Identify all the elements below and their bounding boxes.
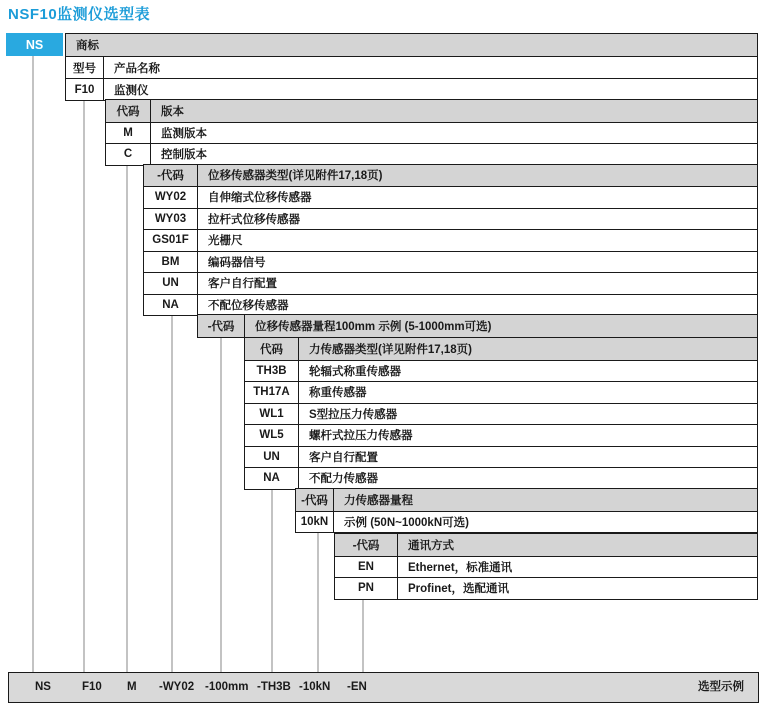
- code-cell: 代码: [106, 100, 151, 122]
- connector-line: [362, 597, 364, 672]
- connector-line: [32, 56, 34, 672]
- code-cell: UN: [144, 273, 198, 294]
- connector-line: [83, 99, 85, 672]
- description-cell: 商标: [76, 40, 99, 52]
- description-cell: 客户自行配置: [208, 278, 277, 291]
- table-row: [144, 165, 757, 187]
- table-communication: [334, 533, 758, 600]
- table-row: [144, 186, 757, 208]
- description-cell: 螺杆式拉压力传感器: [309, 430, 413, 443]
- description-cell: 监测版本: [161, 127, 207, 140]
- code-cell: EN: [335, 557, 398, 578]
- code-cell: UN: [245, 447, 299, 468]
- connector-line: [220, 337, 222, 672]
- table-trademark-model: [65, 33, 758, 101]
- table-displacement-sensor-range: [197, 314, 758, 338]
- table-row: [144, 208, 757, 230]
- table-version: [105, 99, 758, 166]
- code-cell: 代码: [245, 338, 299, 360]
- connector-line: [317, 531, 319, 672]
- description-cell: 位移传感器量程100mm 示例 (5-1000mm可选): [255, 320, 492, 333]
- table-row: [245, 381, 757, 403]
- description-cell: 称重传感器: [309, 387, 367, 400]
- code-cell: WL1: [245, 404, 299, 425]
- description-cell: 力传感器量程: [344, 494, 413, 507]
- connector-line: [171, 314, 173, 672]
- table-force-sensor-type: [244, 337, 758, 490]
- description-cell: Profinet，选配通讯: [408, 583, 509, 596]
- table-row: [296, 489, 757, 511]
- table-row: [245, 467, 757, 489]
- table-row: [245, 338, 757, 360]
- table-row: [335, 577, 757, 599]
- code-cell: GS01F: [144, 230, 198, 251]
- description-cell: 拉杆式位移传感器: [208, 213, 300, 226]
- table-row: [144, 294, 757, 316]
- description-cell: Ethernet，标准通讯: [408, 561, 513, 574]
- code-cell: F10: [66, 79, 104, 100]
- code-cell: -代码: [296, 489, 334, 511]
- example-code-en: -EN: [347, 681, 367, 693]
- code-cell: NA: [245, 468, 299, 489]
- description-cell: 位移传感器类型(详见附件17,18页): [208, 170, 383, 183]
- table-row: [66, 34, 757, 56]
- example-code-100mm: -100mm: [205, 681, 249, 693]
- code-cell: -代码: [144, 165, 198, 187]
- code-cell: M: [106, 123, 151, 144]
- description-cell: 示例 (50N~1000kN可选): [344, 516, 469, 529]
- example-code-ns: NS: [35, 681, 51, 693]
- table-row: [106, 122, 757, 144]
- example-bar: [8, 672, 759, 703]
- table-row: [66, 56, 757, 78]
- code-cell: -代码: [198, 315, 245, 337]
- example-code-m: M: [127, 681, 137, 693]
- example-code-th3b: -TH3B: [257, 681, 291, 693]
- example-label: 选型示例: [698, 681, 744, 693]
- description-cell: 自伸缩式位移传感器: [208, 192, 312, 205]
- description-cell: 产品名称: [114, 62, 160, 75]
- code-cell: -代码: [335, 534, 398, 556]
- table-row: [245, 360, 757, 382]
- description-cell: 通讯方式: [408, 539, 454, 552]
- table-row: [144, 229, 757, 251]
- description-cell: S型拉压力传感器: [309, 408, 398, 421]
- table-row: [198, 315, 757, 337]
- code-cell: C: [106, 144, 151, 165]
- table-row: [66, 78, 757, 100]
- table-row: [335, 534, 757, 556]
- description-cell: 控制版本: [161, 149, 207, 162]
- code-cell: NA: [144, 295, 198, 316]
- table-row: [144, 251, 757, 273]
- description-cell: 力传感器类型(详见附件17,18页): [309, 343, 472, 356]
- table-row: [335, 556, 757, 578]
- table-row: [106, 100, 757, 122]
- table-row: [245, 446, 757, 468]
- code-cell: PN: [335, 578, 398, 599]
- table-displacement-sensor-type: [143, 164, 758, 317]
- table-row: [245, 424, 757, 446]
- connector-line: [126, 163, 128, 672]
- example-code-10kn: -10kN: [299, 681, 331, 693]
- description-cell: 轮辐式称重传感器: [309, 365, 401, 378]
- table-force-sensor-range: [295, 488, 758, 533]
- code-cell: TH17A: [245, 382, 299, 403]
- example-code-wy02: -WY02: [159, 681, 195, 693]
- example-code-f10: F10: [82, 681, 102, 693]
- table-row: [144, 272, 757, 294]
- description-cell: 光栅尺: [208, 235, 243, 248]
- description-cell: 编码器信号: [208, 256, 266, 269]
- brand-code-box: NS: [6, 33, 63, 56]
- description-cell: 不配位移传感器: [208, 299, 289, 312]
- code-cell: BM: [144, 252, 198, 273]
- page-title: NSF10监测仪选型表: [8, 6, 151, 23]
- code-cell: WL5: [245, 425, 299, 446]
- table-row: [106, 143, 757, 165]
- code-cell: 型号: [66, 57, 104, 78]
- connector-line: [271, 488, 273, 672]
- code-cell: WY03: [144, 209, 198, 230]
- description-cell: 不配力传感器: [309, 473, 378, 486]
- table-row: [296, 511, 757, 533]
- description-cell: 监测仪: [114, 84, 149, 97]
- code-cell: TH3B: [245, 361, 299, 382]
- code-cell: WY02: [144, 187, 198, 208]
- description-cell: 客户自行配置: [309, 451, 378, 464]
- code-cell: 10kN: [296, 512, 334, 533]
- table-row: [245, 403, 757, 425]
- description-cell: 版本: [161, 105, 184, 118]
